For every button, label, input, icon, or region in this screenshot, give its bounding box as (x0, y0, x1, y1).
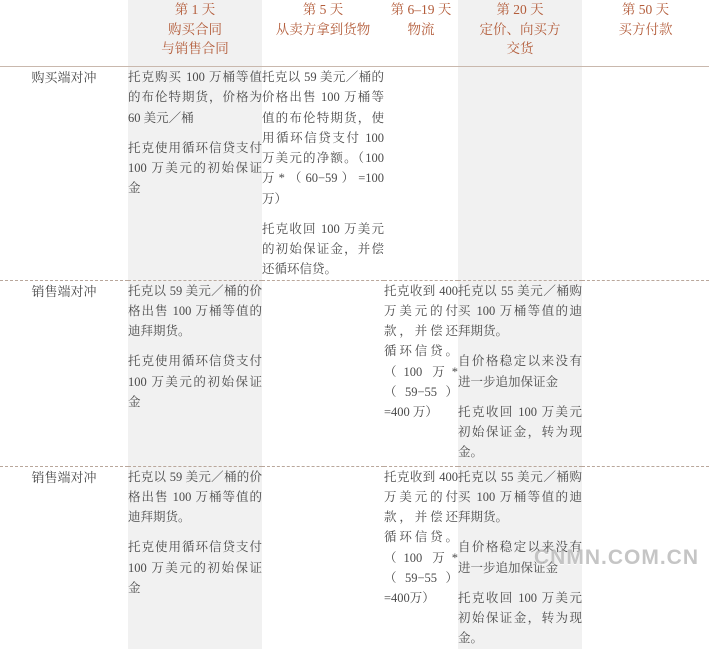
cell-r2-day5 (262, 466, 384, 649)
header-corner-blank (0, 0, 128, 67)
column-header-day6-19-line1: 第 6–19 天 (390, 2, 452, 17)
cell-r2-day20-p2: 托克收回 100 万美元初始保证金，转为现金。 (458, 590, 582, 646)
row-label-buy-hedge: 购买端对冲 (0, 67, 128, 281)
cell-r1-day1-p1: 托克使用循环信贷支付 100 万美元的初始保证金 (128, 354, 262, 409)
cell-r0-day1-p1: 托克使用循环信贷支付 100 万美元的初始保证金 (128, 140, 262, 196)
cell-r2-day1-p0: 托克以 59 美元／桶的价格出售 100 万桶等值的迪拜期货。 (128, 469, 262, 524)
column-header-day5-line1: 第 5 天 (302, 2, 344, 17)
column-header-day20 (458, 0, 582, 67)
column-header-day6-19-line2: 物流 (407, 21, 435, 37)
column-header-day20-line1: 第 20 天 (496, 2, 544, 17)
row-label-sell-hedge-2: 销售端对冲 (31, 469, 97, 485)
cell-r1-day6-19-p0: 托克收到 400 万美元的付款，并偿还循环信贷。（100 万*（59−55）=400 万） (384, 283, 458, 419)
cell-r1-day20-p0: 托克以 55 美元／桶购买 100 万桶等值的迪拜期货。 (458, 283, 582, 338)
cell-r1-day5 (262, 280, 384, 466)
table-row (0, 280, 709, 466)
column-header-day50-line1: 第 50 天 (621, 2, 670, 17)
cell-r1-day50 (582, 280, 709, 466)
column-header-day50-line2: 买方付款 (618, 21, 673, 37)
cell-r2-day50 (582, 466, 709, 649)
table-row (0, 67, 709, 281)
cell-r0-day5-p1: 托克收回 100 万美元的初始保证金，并偿还循环信贷。 (262, 221, 384, 277)
cell-r0-day1 (128, 67, 262, 281)
row-label-sell-hedge-1: 销售端对冲 (0, 280, 128, 466)
cell-r1-day20-p2: 托克收回 100 万美元初始保证金，转为现金。 (458, 404, 582, 460)
cell-r2-day20 (458, 466, 582, 649)
cell-r2-day6-19 (384, 466, 458, 649)
column-header-day1-line3: 与销售合同 (161, 41, 229, 57)
column-header-day5-line2: 从卖方拿到货物 (275, 21, 371, 37)
cell-r1-day1 (128, 280, 262, 466)
cell-r0-day1-p0: 托克购买 100 万桶等值的布伦特期货，价格为 60 美元／桶 (128, 70, 262, 125)
column-header-day20-line3: 交货 (506, 41, 534, 57)
cell-r0-day5 (262, 67, 384, 281)
column-header-day1-line2: 购买合同 (168, 21, 222, 37)
column-header-day20-line2: 定价、向买方 (479, 21, 561, 37)
cell-r1-day1-p0: 托克以 59 美元／桶的价格出售 100 万桶等值的迪拜期货。 (128, 283, 262, 338)
cell-r2-day20-p1: 自价格稳定以来没有进一步追加保证金 (458, 540, 582, 575)
column-header-day5 (262, 0, 384, 67)
cell-r2-day1-p1: 托克使用循环信贷支付 100 万美元的初始保证金 (128, 540, 262, 595)
column-header-day1-line1: 第 1 天 (174, 2, 216, 17)
column-header-day6-19 (384, 0, 458, 67)
column-header-day50 (582, 0, 709, 67)
watermark-text: CNMN.COM.CN (534, 546, 699, 569)
cell-r2-day1 (128, 466, 262, 649)
cell-r0-day5-p0: 托克以 59 美元／桶的价格出售 100 万桶等值的布伦特期货，使用循环信贷支付 100 万美元的净额。（100 万*（60−59）=100 万） (262, 70, 384, 206)
cell-r2-day20-p0: 托克以 55 美元／桶购买 100 万桶等值的迪拜期货。 (458, 469, 582, 524)
cell-r1-day20-p1: 自价格稳定以来没有进一步追加保证金 (458, 354, 582, 389)
cell-r0-day6-19 (384, 67, 458, 281)
column-header-day1 (128, 0, 262, 67)
table-header-row (0, 0, 709, 67)
cell-r0-day20 (458, 67, 582, 281)
cell-r1-day6-19 (384, 280, 458, 466)
table-row (0, 466, 709, 649)
cell-r0-day50 (582, 67, 709, 281)
cell-r2-day6-19-p0: 托克收到 400 万美元的付款，并偿还循环信贷。（100 万*（59−55）=400万） (384, 469, 458, 605)
cell-r1-day20 (458, 280, 582, 466)
